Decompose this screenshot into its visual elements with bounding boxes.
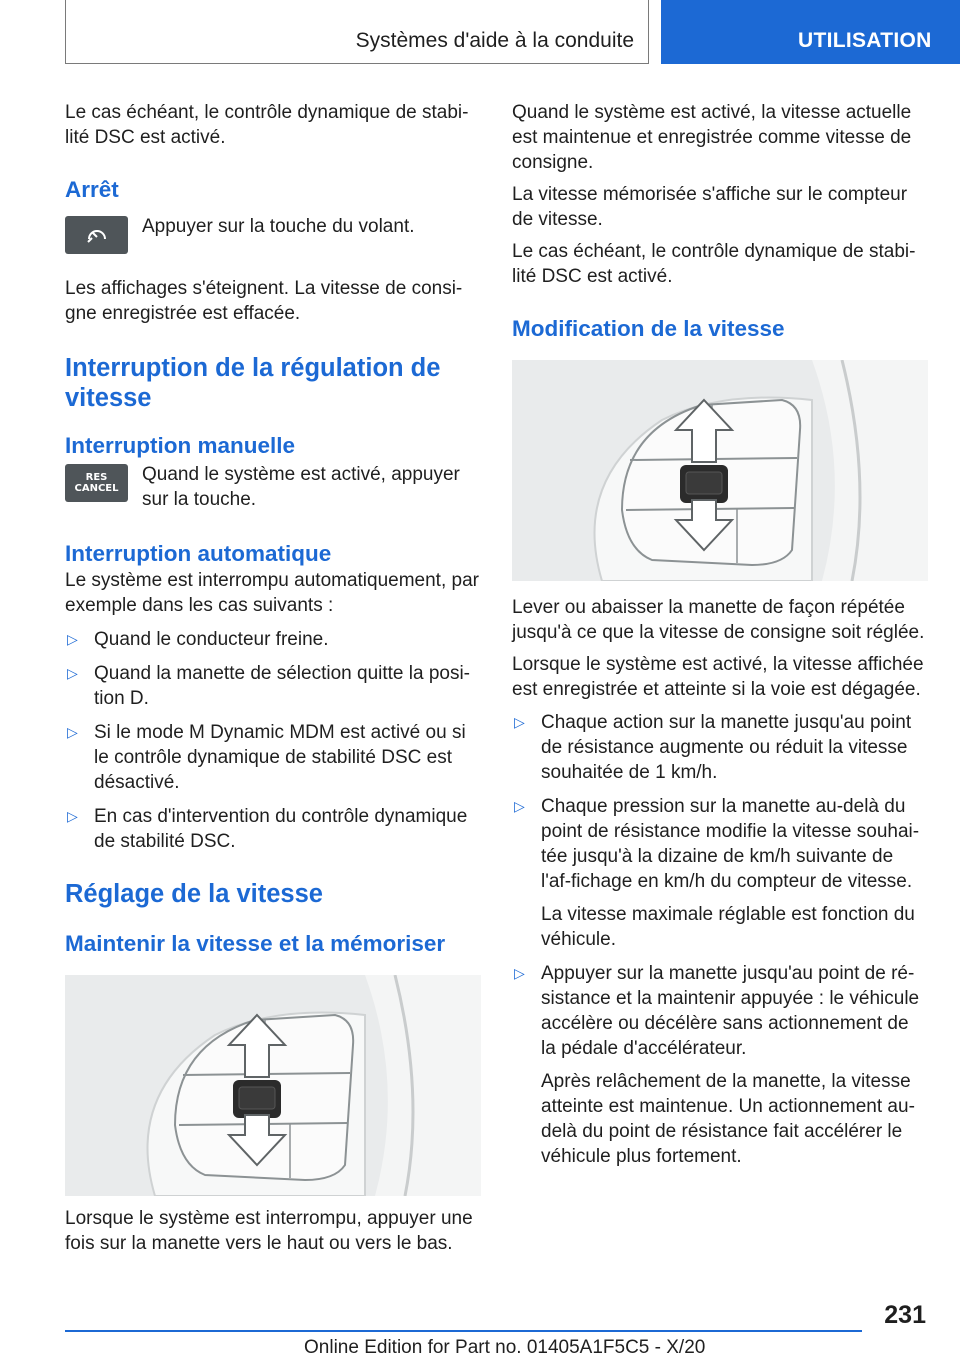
- footer-divider: [65, 1330, 862, 1332]
- list-item-note: Après relâchement de la manette, la vitesse atteinte est maintenue. Un actionnement au-delà du point de résistance fait accélérer le véhicule plus fortement.: [541, 1071, 915, 1167]
- bullet-triangle-icon: ▷: [514, 798, 525, 814]
- page-number: 231: [884, 1301, 926, 1329]
- list-item: ▷ Si le mode M Dynamic MDM est activé ou si le contrôle dynamique de stabilité DSC est désactivé.: [67, 722, 466, 793]
- chapter-tab: [661, 0, 960, 64]
- paragraph: Lever ou abaisser la manette de façon répétée jusqu'à ce que la vitesse de consigne soit réglée.: [512, 597, 925, 643]
- steering-wheel-photo: [65, 975, 481, 1196]
- photo-caption: Lorsque le système est interrompu, appuyer une fois sur la manette vers le haut ou vers le bas.: [65, 1208, 473, 1254]
- list-item: ▷ En cas d'intervention du contrôle dynamique de stabilité DSC.: [67, 806, 468, 852]
- edition-footer: Online Edition for Part no. 01405A1F5C5 - X/20: [304, 1337, 706, 1358]
- section-title: Systèmes d'aide à la conduite: [355, 29, 634, 52]
- header-box: [65, 0, 649, 64]
- res-cancel-icon: RES CANCEL: [65, 464, 128, 502]
- paragraph: Le système est interrompu automatiquement, par exemple dans les cas suivants :: [65, 570, 479, 616]
- paragraph: Le cas échéant, le contrôle dynamique de stabi-lité DSC est activé.: [65, 102, 469, 148]
- heading-manuelle: Interruption manuelle: [65, 433, 296, 458]
- bullet-triangle-icon: ▷: [514, 965, 525, 981]
- list-item: ▷ Appuyer sur la manette jusqu'au point de ré-sistance et la maintenir appuyée : le véhicule accélère ou décélère sans actionnement de la pédale d'accélérateur. Après relâchement de la manette, la vitesse atteinte est maintenue. Un actionnement au-delà du point de résistance fait accélérer le véhicule plus fortement.: [512, 961, 928, 1169]
- heading-maintenir: Maintenir la vitesse et la mémoriser: [65, 931, 446, 956]
- arret-row: [65, 214, 481, 254]
- bullet-triangle-icon: ▷: [67, 665, 78, 681]
- bullet-triangle-icon: ▷: [67, 808, 78, 824]
- list-item-note: La vitesse maximale réglable est fonction du véhicule.: [541, 904, 915, 950]
- bullet-triangle-icon: ▷: [514, 714, 525, 730]
- chapter-tab-label: UTILISATION: [798, 29, 932, 52]
- paragraph: La vitesse mémorisée s'affiche sur le compteur de vitesse.: [512, 184, 908, 230]
- paragraph: Quand le système est activé, la vitesse actuelle est maintenue et enregistrée comme vitesse de consigne.: [512, 102, 912, 173]
- list-item: ▷ Quand la manette de sélection quitte la posi-tion D.: [67, 663, 471, 709]
- list-item: ▷ Chaque pression sur la manette au-delà du point de résistance modifie la vitesse souhai-tée jusqu'à la dizaine de km/h suivante de l'af-fichage en km/h du compteur de vitesse. La vitesse maximale réglable est fonction du véhicule.: [512, 794, 928, 952]
- paragraph: Les affichages s'éteignent. La vitesse de consi-gne enregistrée est effacée.: [65, 278, 463, 324]
- bullet-list: [65, 627, 481, 854]
- list-item: ▷ Chaque action sur la manette jusqu'au point de résistance augmente ou réduit la vitesse souhaitée de 1 km/h.: [514, 712, 912, 783]
- manuelle-row: [65, 462, 481, 512]
- steering-wheel-photo-2: [512, 360, 928, 581]
- speed-limiter-off-icon: [65, 216, 128, 254]
- arret-text: Appuyer sur la touche du volant.: [142, 216, 415, 237]
- bullet-list: [512, 710, 928, 1169]
- heading-arret: Arrêt: [65, 177, 119, 202]
- heading-reglage: Réglage de la vitesse: [65, 880, 323, 908]
- bullet-triangle-icon: ▷: [67, 631, 78, 647]
- heading-modification: Modification de la vitesse: [512, 316, 785, 341]
- heading-automatique: Interruption automatique: [65, 541, 332, 566]
- left-column: [65, 100, 481, 1256]
- heading-interruption: Interruption de la régulation de vitesse: [65, 354, 441, 412]
- paragraph: Lorsque le système est activé, la vitesse affichée est enregistrée et atteinte si la voie est dégagée.: [512, 654, 924, 700]
- paragraph: Le cas échéant, le contrôle dynamique de stabi-lité DSC est activé.: [512, 241, 916, 287]
- right-column: [512, 100, 928, 1178]
- manuelle-text: Quand le système est activé, appuyer sur la touche.: [142, 464, 460, 510]
- list-item: ▷ Quand le conducteur freine.: [67, 629, 329, 650]
- bullet-triangle-icon: ▷: [67, 724, 78, 740]
